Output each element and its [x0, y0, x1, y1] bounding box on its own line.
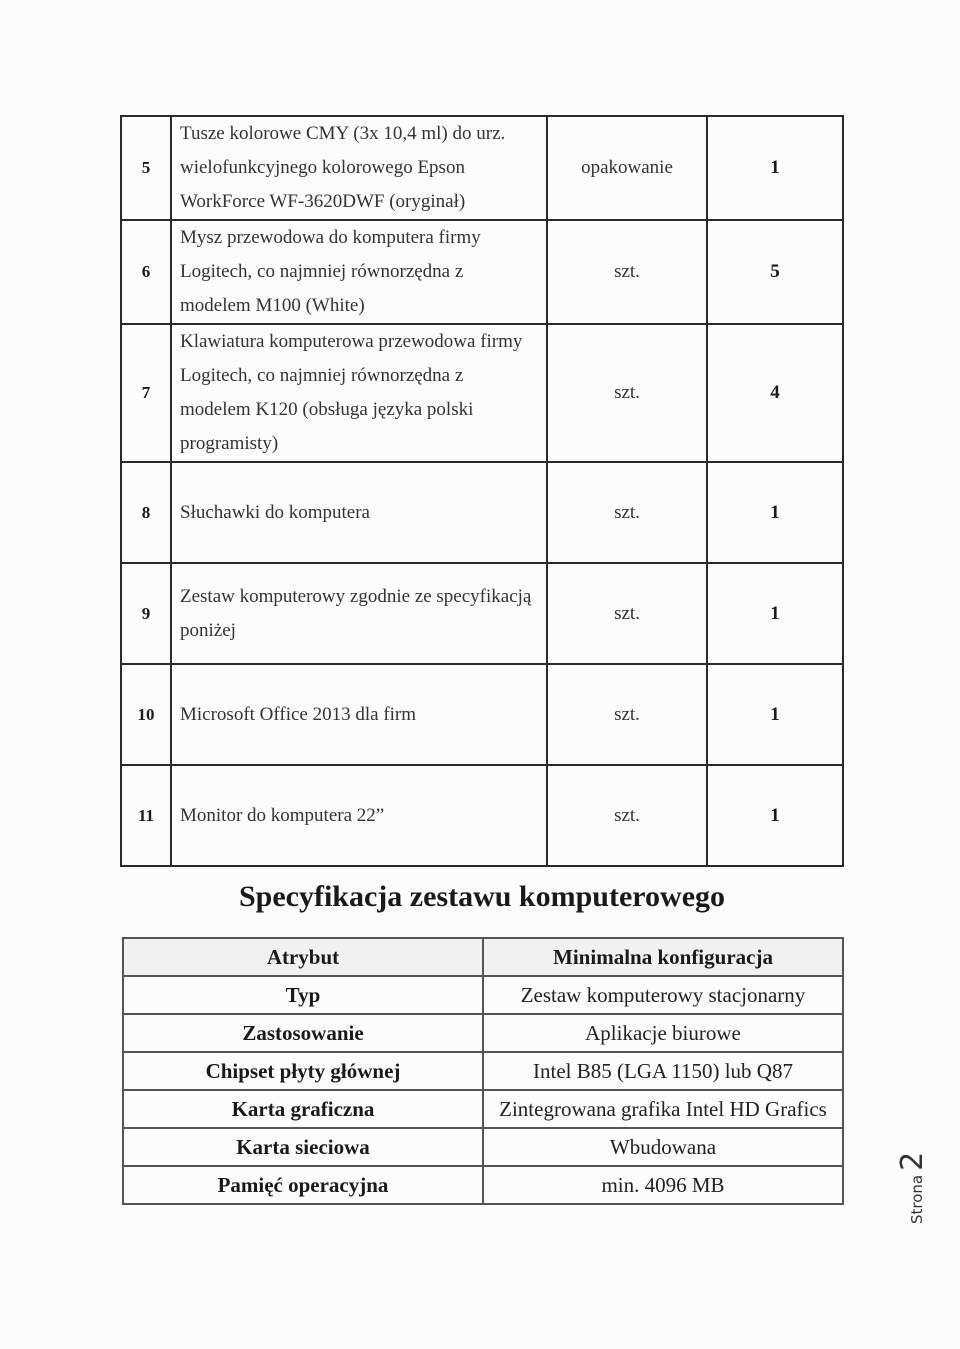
spec-row	[123, 976, 843, 1014]
item-name-line: Mysz przewodowa do komputera firmy	[180, 227, 481, 248]
spec-header-row	[123, 938, 843, 976]
item-unit: szt.	[547, 563, 707, 664]
item-quantity: 1	[707, 116, 843, 220]
item-number: 7	[121, 324, 171, 462]
table-row	[121, 765, 843, 866]
item-name-line: Tusze kolorowe CMY (3x 10,4 ml) do urz.	[180, 123, 506, 144]
spec-row	[123, 1128, 843, 1166]
table-row	[121, 664, 843, 765]
item-name-line: WorkForce WF-3620DWF (oryginał)	[180, 191, 466, 212]
spec-row	[123, 1014, 843, 1052]
item-number: 6	[121, 220, 171, 324]
item-quantity: 1	[707, 765, 843, 866]
item-name-line: poniżej	[180, 619, 236, 641]
spec-row	[123, 1090, 843, 1128]
item-name-line: modelem K120 (obsługa języka polski	[180, 399, 474, 420]
table-row	[121, 116, 843, 220]
spec-title: Specyfikacja zestawu komputerowego	[238, 880, 726, 913]
item-unit: szt.	[547, 324, 707, 462]
item-name-line: Słuchawki do komputera	[180, 501, 370, 523]
spec-table	[122, 937, 844, 1205]
page-number-value: 2	[895, 1151, 930, 1171]
page-number	[873, 1150, 933, 1230]
spec-header-attribute: Atrybut	[123, 938, 483, 976]
item-number: 10	[121, 664, 171, 765]
item-unit: szt.	[547, 664, 707, 765]
spec-value: Zestaw komputerowy stacjonarny	[483, 976, 843, 1014]
spec-row	[123, 1052, 843, 1090]
spec-attribute: Karta graficzna	[123, 1090, 483, 1128]
item-name-line: Monitor do komputera 22”	[180, 804, 385, 826]
spec-value: Intel B85 (LGA 1150) lub Q87	[483, 1052, 843, 1090]
item-name-line: Logitech, co najmniej równorzędna z	[180, 365, 464, 386]
spec-attribute: Pamięć operacyjna	[123, 1166, 483, 1204]
spec-attribute: Typ	[123, 976, 483, 1014]
item-name-line: modelem M100 (White)	[180, 295, 365, 316]
spec-value: Aplikacje biurowe	[483, 1014, 843, 1052]
item-unit: szt.	[547, 765, 707, 866]
item-number: 5	[121, 116, 171, 220]
spec-attribute: Karta sieciowa	[123, 1128, 483, 1166]
spec-attribute: Chipset płyty głównej	[123, 1052, 483, 1090]
table-row	[121, 324, 843, 462]
page-label: Strona	[908, 1174, 926, 1224]
item-number: 8	[121, 462, 171, 563]
spec-header-config: Minimalna konfiguracja	[483, 938, 843, 976]
item-name-line: Klawiatura komputerowa przewodowa firmy	[180, 331, 523, 352]
item-quantity: 1	[707, 664, 843, 765]
spec-value: Wbudowana	[483, 1128, 843, 1166]
item-unit: szt.	[547, 220, 707, 324]
table-row	[121, 462, 843, 563]
item-name-line: Zestaw komputerowy zgodnie ze specyfikacją	[180, 585, 532, 607]
item-quantity: 1	[707, 563, 843, 664]
item-name	[171, 563, 547, 664]
item-name	[171, 462, 547, 563]
table-row	[121, 220, 843, 324]
item-name	[171, 324, 547, 462]
table-row	[121, 563, 843, 664]
item-unit: szt.	[547, 462, 707, 563]
item-quantity: 5	[707, 220, 843, 324]
spec-attribute: Zastosowanie	[123, 1014, 483, 1052]
spec-value: min. 4096 MB	[483, 1166, 843, 1204]
spec-value: Zintegrowana grafika Intel HD Grafics	[483, 1090, 843, 1128]
item-unit: opakowanie	[547, 116, 707, 220]
item-name	[171, 116, 547, 220]
item-quantity: 1	[707, 462, 843, 563]
item-quantity: 4	[707, 324, 843, 462]
spec-row	[123, 1166, 843, 1204]
item-name	[171, 765, 547, 866]
item-number: 11	[121, 765, 171, 866]
item-name-line: Microsoft Office 2013 dla firm	[180, 703, 417, 725]
item-name	[171, 220, 547, 324]
item-name-line: programisty)	[180, 433, 279, 454]
item-name-line: wielofunkcyjnego kolorowego Epson	[180, 157, 465, 178]
item-name-line: Logitech, co najmniej równorzędna z	[180, 261, 464, 282]
item-name	[171, 664, 547, 765]
items-table	[120, 115, 844, 867]
item-number: 9	[121, 563, 171, 664]
